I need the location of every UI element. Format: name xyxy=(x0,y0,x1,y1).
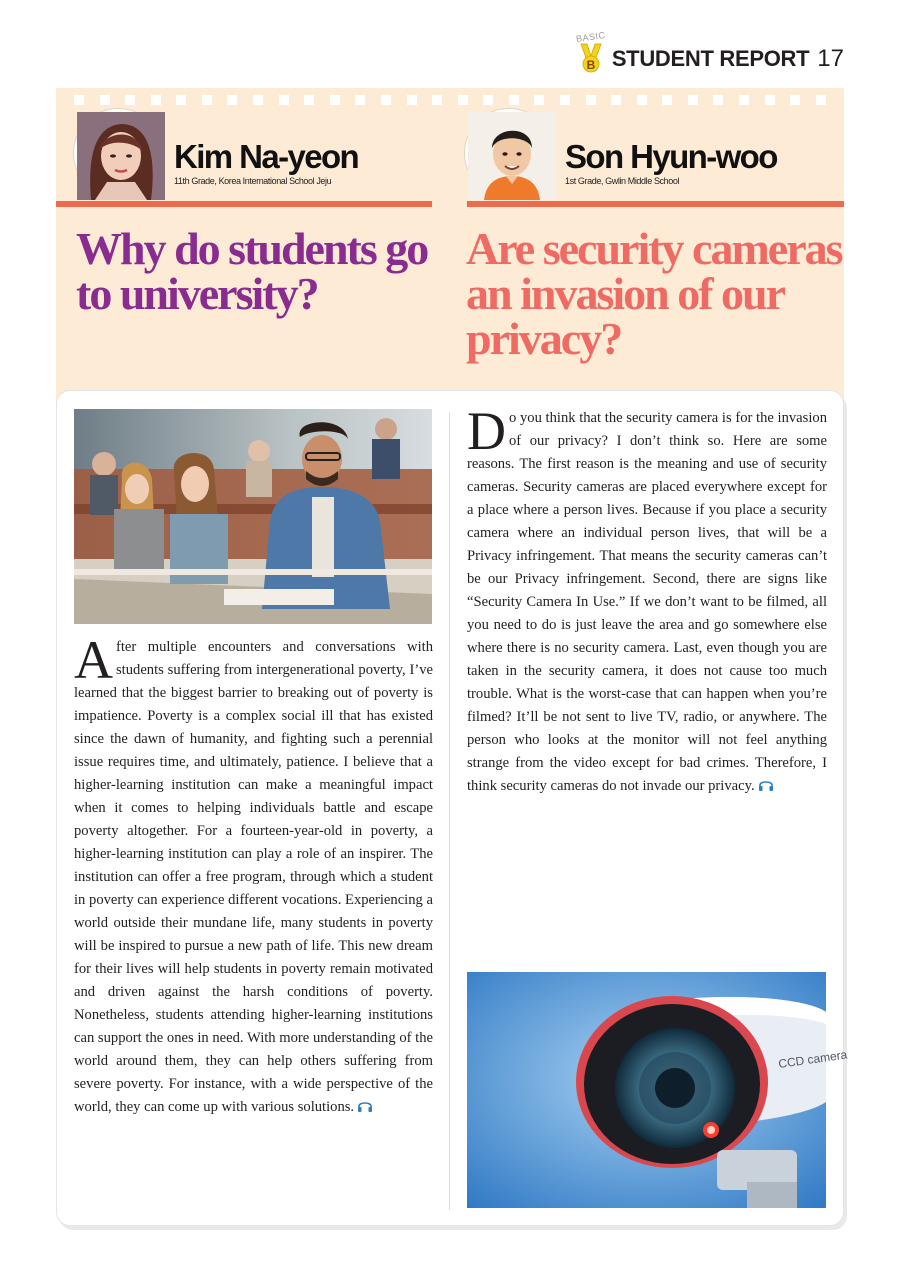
left-divider-rule xyxy=(56,201,432,207)
perforation-dot xyxy=(100,95,110,105)
perforation-dot xyxy=(125,95,135,105)
left-article-text: fter multiple encounters and conversations with students suffering from intergenerational poverty, I’ve learned that the biggest barrier to breaking out of poverty is impatience. Poverty is a complex social ill that has existed since the dawn of humanity, and fighting such a perennial issue requires time, and ultimately, patience. I believe that a higher-learning institution can make a meaningful impact when it comes to helping individuals battle and escape poverty altogether. For a fourteen-year-old in poverty, a higher-learning institution can play a role of an inspirer. The institution can offer a free program, through which a student in poverty can experience different vocations. Experiencing a world outside their mundane life, many students in poverty will be inspired to pursue a new path of life. This new dream for their lives will help students in poverty remain motivated and driven against the harsh conditions of poverty. Nonetheless, students attending higher-learning institutions can support the ones in need. With more understanding of the world around them, they can help others suffering from severe poverty. For instance, with a wide perspective of the world, they can come up with various solutions. xyxy=(74,639,433,1115)
badge-letter: B xyxy=(586,58,596,72)
section-title: STUDENT REPORT xyxy=(611,46,810,71)
perforation-dot xyxy=(765,95,775,105)
avatar-kim-na-yeon xyxy=(74,109,162,197)
left-author-text xyxy=(174,140,358,186)
perforation-dot xyxy=(151,95,161,105)
perforation-dot xyxy=(279,95,289,105)
perforation-dot xyxy=(688,95,698,105)
dropcap: D xyxy=(467,401,506,461)
lecture-hall-photo xyxy=(74,409,432,624)
badge-label: BASIC xyxy=(575,29,606,45)
author-school: 1st Grade, Gwlin Middle School xyxy=(565,176,680,186)
perforation-dot xyxy=(330,95,340,105)
perforation-dot xyxy=(355,95,365,105)
perforation-dot xyxy=(74,95,84,105)
perforation-dot xyxy=(432,95,442,105)
right-article-text: o you think that the security camera is for the invasion of our privacy? I don’t think so. Here are some reasons. The first reason is the meaning and use of security cameras. Security cameras are placed everywhere except for a place where a person lives. Because if you place a security camera where an individual person lives, that will be a Privacy infringement. That means the security cameras can’t be our Privacy infringement. Second, there are signs like “Security Camera In Use.” If we don’t want to be filmed, all you need to do is just leave the area and go somewhere else where there is no security camera. Last, even though you are taken in the security camera, it does not cause too much trouble. What is the worst-case that can happen when you’re filmed? It’ll be not sent to live TV, radio, or anywhere. The person who looks at the monitor will not feel anything strange from the video except for bad crimes. Therefore, I think security cameras do not invade our privacy. xyxy=(467,410,827,794)
headphones-icon[interactable] xyxy=(758,778,774,792)
right-question-title: Are security cameras an invasion of our privacy? xyxy=(466,223,842,364)
page-header xyxy=(575,29,844,76)
headphones-icon[interactable] xyxy=(357,1099,373,1113)
perforation-dot xyxy=(202,95,212,105)
basic-badge-icon xyxy=(575,29,606,76)
perforation-dot xyxy=(227,95,237,105)
perforation-dot xyxy=(637,95,647,105)
author-name: Kim Na-yeon xyxy=(174,138,359,175)
perforation-strip xyxy=(74,95,826,105)
lecture-hall-students-photo-icon xyxy=(74,409,432,624)
left-article-body xyxy=(74,630,433,1119)
perforation-dot xyxy=(407,95,417,105)
perforation-dot xyxy=(586,95,596,105)
perforation-dot xyxy=(509,95,519,105)
author-school: 11th Grade, Korea International School Jeju xyxy=(174,176,332,186)
perforation-dot xyxy=(534,95,544,105)
right-divider-rule xyxy=(467,201,844,207)
perforation-dot xyxy=(253,95,263,105)
perforation-dot xyxy=(458,95,468,105)
column-divider xyxy=(449,412,450,1210)
right-article-body xyxy=(467,401,827,798)
perforation-dot xyxy=(304,95,314,105)
right-author-text xyxy=(565,140,777,186)
camera-label: CCD camera xyxy=(777,1047,849,1071)
security-camera-photo xyxy=(467,972,849,1208)
right-author xyxy=(465,108,777,198)
perforation-dot xyxy=(713,95,723,105)
badge-v-icon xyxy=(579,42,603,74)
perforation-dot xyxy=(816,95,826,105)
perforation-dot xyxy=(611,95,621,105)
perforation-dot xyxy=(739,95,749,105)
left-author xyxy=(74,108,358,198)
perforation-dot xyxy=(790,95,800,105)
avatar-son-hyun-woo xyxy=(465,109,553,197)
perforation-dot xyxy=(176,95,186,105)
girl-portrait-icon xyxy=(77,112,165,200)
page-number: 17 xyxy=(817,45,844,72)
security-camera-photo-icon xyxy=(467,972,849,1208)
perforation-dot xyxy=(560,95,570,105)
author-name: Son Hyun-woo xyxy=(565,138,777,175)
perforation-dot xyxy=(662,95,672,105)
boy-portrait-icon xyxy=(468,112,556,200)
dropcap: A xyxy=(74,630,113,690)
perforation-dot xyxy=(381,95,391,105)
perforation-dot xyxy=(483,95,493,105)
left-question-title: Why do students go to university? xyxy=(76,223,428,319)
